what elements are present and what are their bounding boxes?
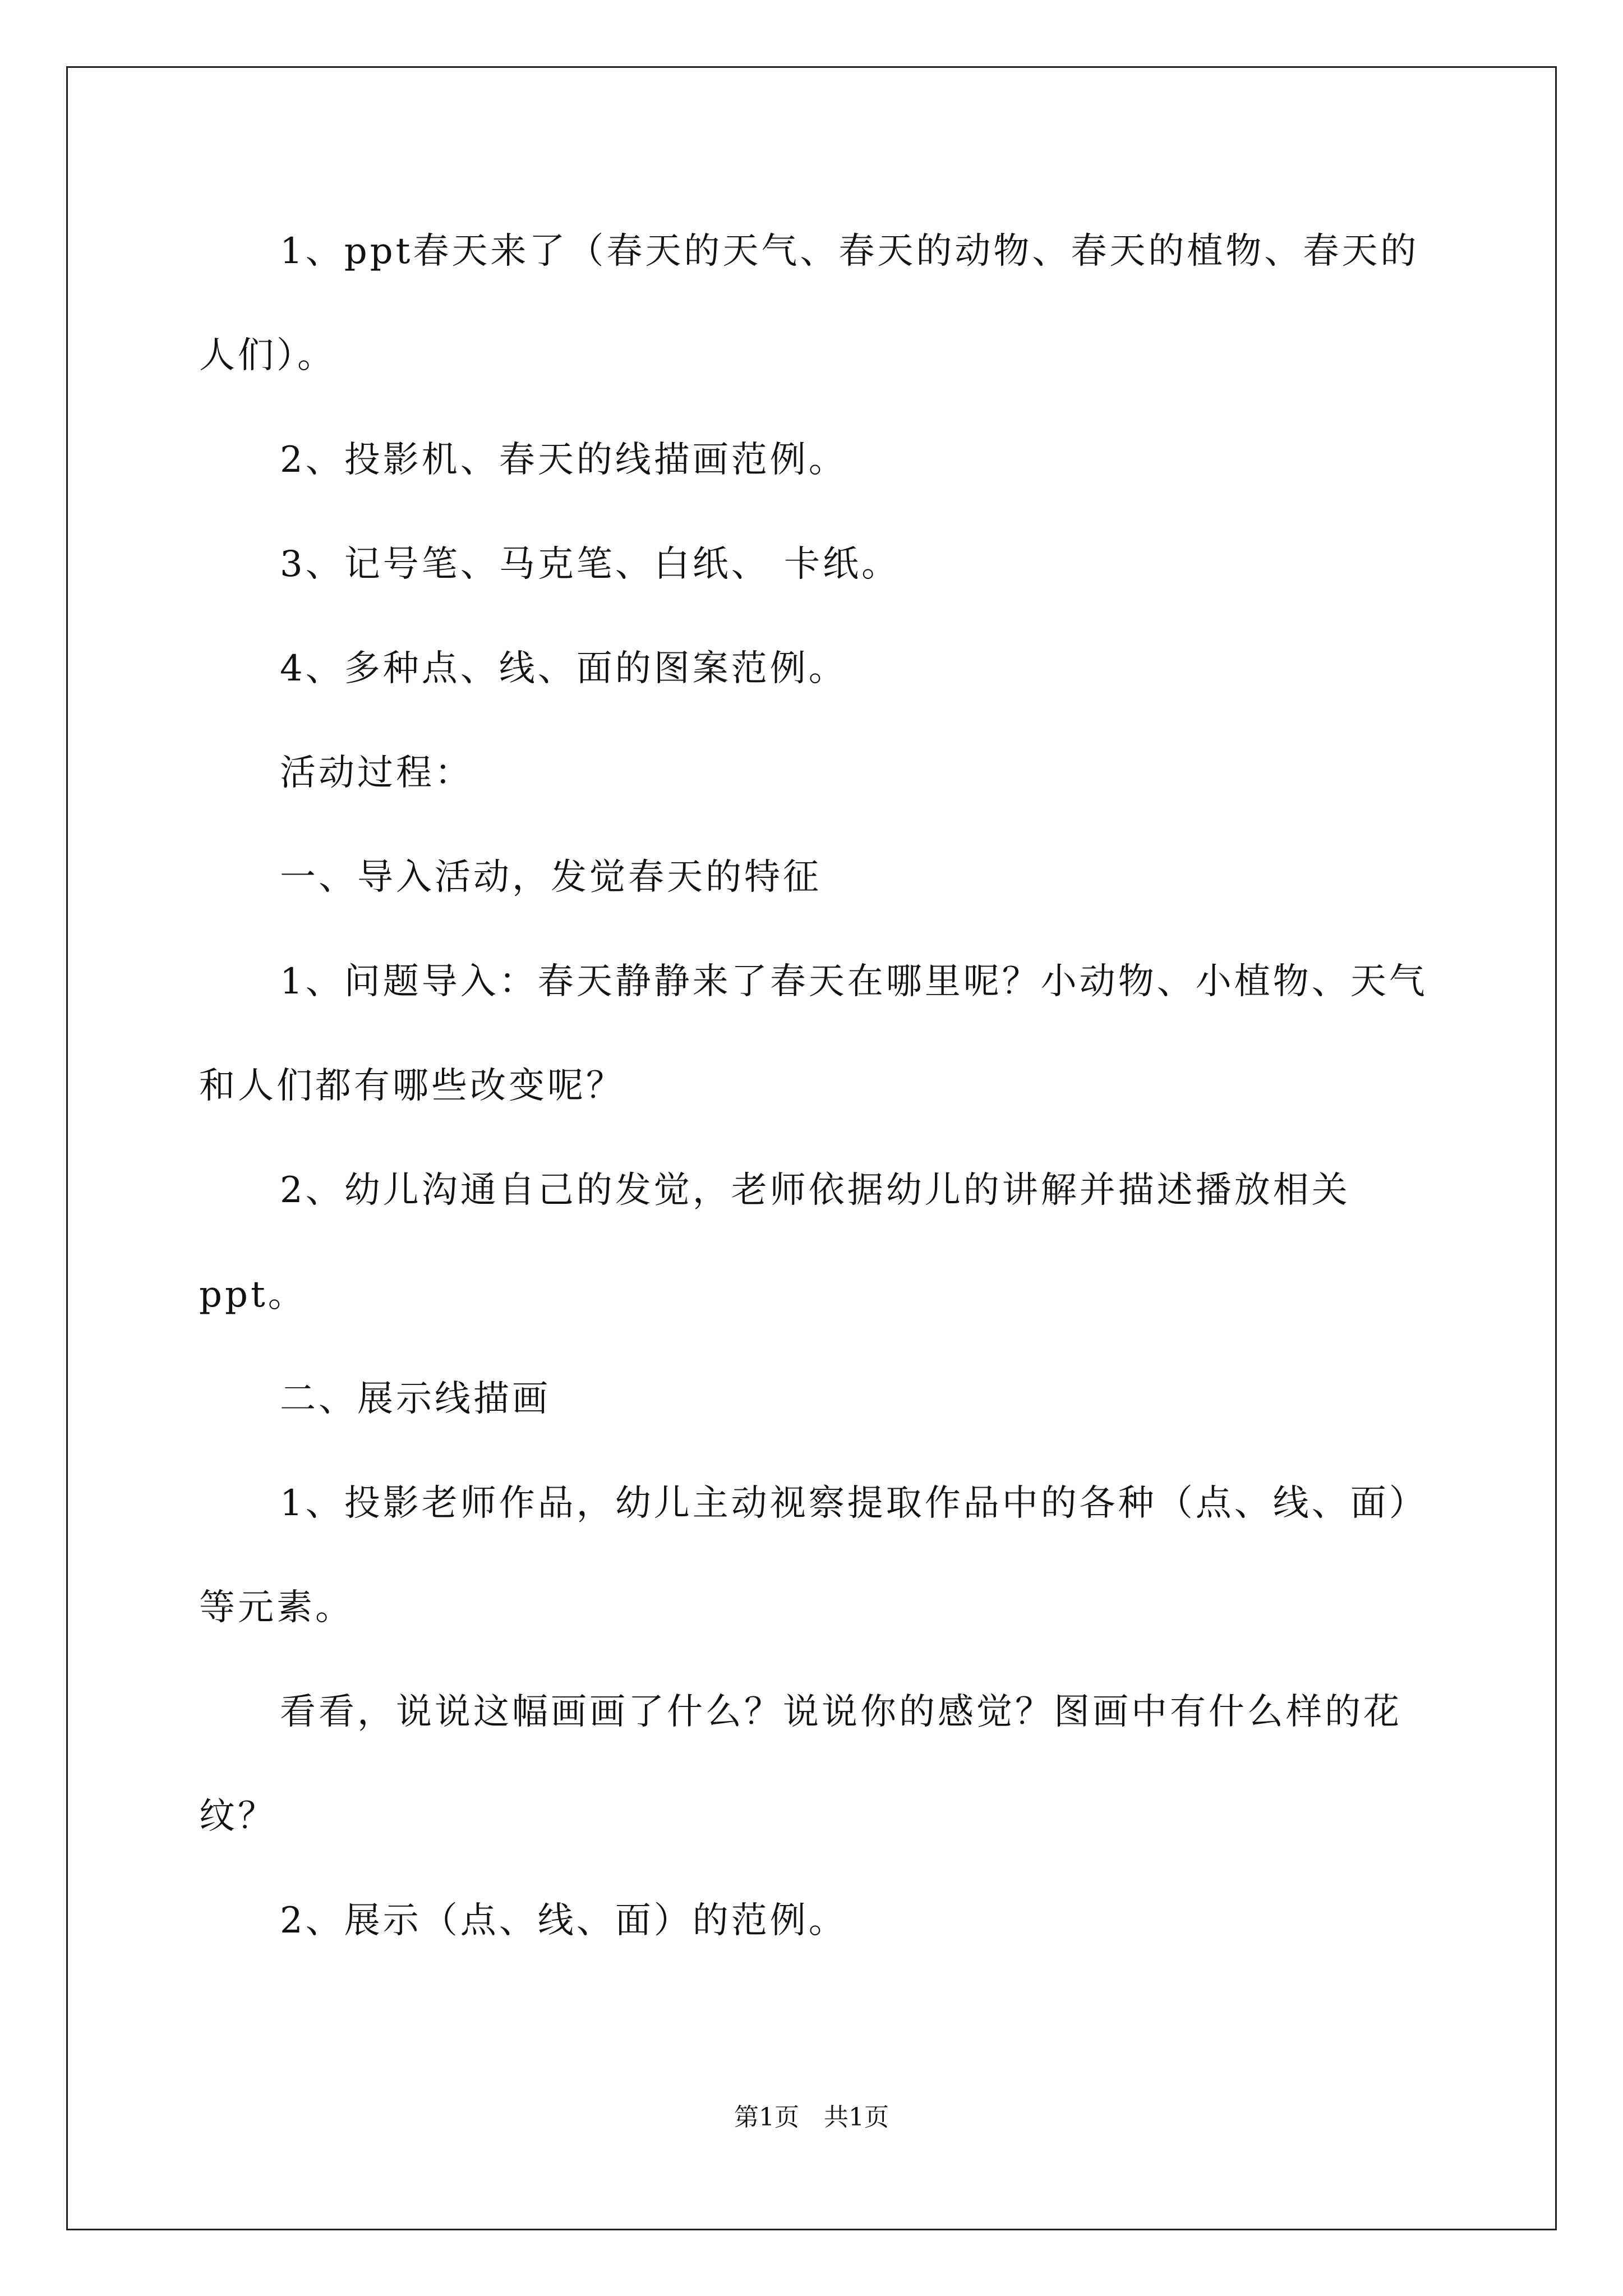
- paragraph-materials-4: 4、多种点、线、面的图案范例。: [280, 648, 847, 689]
- paragraph-question-intro: 1、问题导入：春天静静来了春天在哪里呢？小动物、小植物、天气和人们都有哪些改变呢？: [199, 961, 1428, 1107]
- paragraph-materials-1: 1、ppt春天来了（春天的天气、春天的动物、春天的植物、春天的人们）。: [199, 231, 1419, 376]
- page-number-footer: 第1页 共1页: [734, 2103, 889, 2132]
- paragraph-materials-3: 3、记号笔、马克笔、白纸、 卡纸。: [280, 544, 901, 585]
- paragraph-materials-2: 2、投影机、春天的线描画范例。: [280, 439, 847, 481]
- section-heading-part-2: 二、展示线描画: [280, 1378, 551, 1420]
- paragraph-project-works: 1、投影老师作品，幼儿主动视察提取作品中的各种（点、线、面）等元素。: [199, 1483, 1428, 1628]
- paragraph-children-share: 2、幼儿沟通自己的发觉，老师依据幼儿的讲解并描述播放相关ppt。: [199, 1170, 1350, 1315]
- section-heading-activity-process: 活动过程：: [280, 752, 473, 794]
- paragraph-show-examples: 2、展示（点、线、面）的范例。: [280, 1900, 847, 1941]
- paragraph-look-and-say: 看看，说说这幅画画了什么？说说你的感觉？图画中有什么样的花纹？: [199, 1691, 1402, 1837]
- section-heading-part-1: 一、导入活动，发觉春天的特征: [280, 857, 822, 898]
